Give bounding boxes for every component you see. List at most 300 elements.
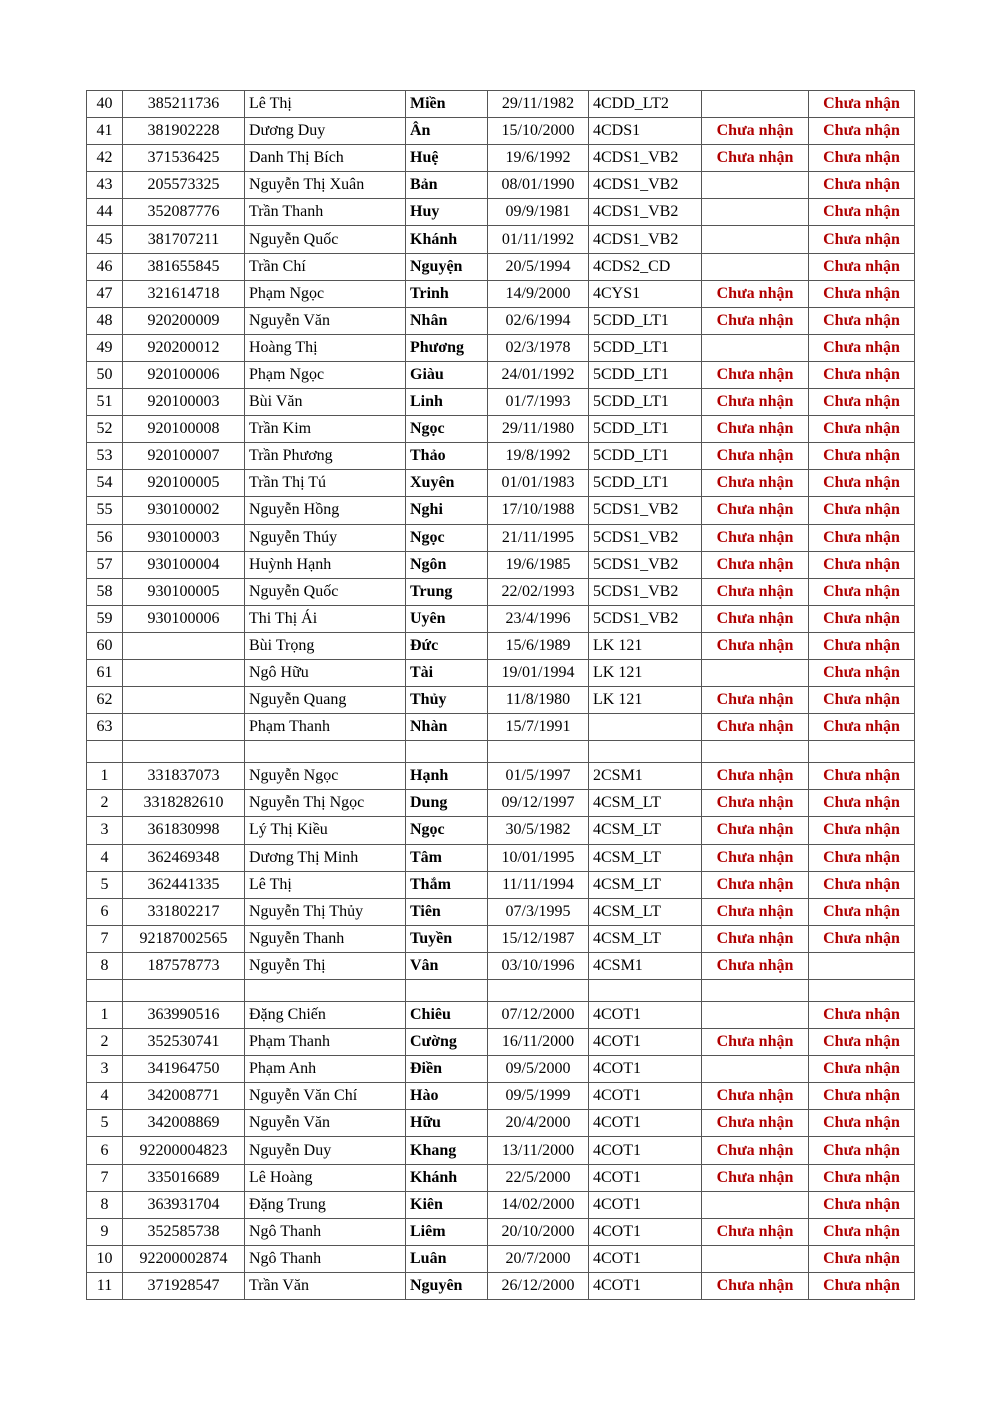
status-2: Chưa nhận: [809, 844, 915, 871]
class-code: 4COT1: [589, 1083, 702, 1110]
id-number: 381655845: [123, 253, 245, 280]
table-row: [87, 714, 915, 741]
section-separator-row: [87, 741, 915, 763]
last-middle-name: Nguyễn Văn: [245, 1110, 406, 1137]
row-number: 55: [87, 497, 123, 524]
status-2: Chưa nhận: [809, 551, 915, 578]
last-middle-name: Nguyễn Ngọc: [245, 763, 406, 790]
status-1: Chưa nhận: [702, 1137, 809, 1164]
class-code: 5CDS1_VB2: [589, 605, 702, 632]
status-1: Chưa nhận: [702, 1029, 809, 1056]
given-name: Ngôn: [406, 551, 488, 578]
status-1: Chưa nhận: [702, 871, 809, 898]
last-middle-name: Nguyễn Thị Ngọc: [245, 790, 406, 817]
last-middle-name: Nguyễn Quốc: [245, 226, 406, 253]
status-2: Chưa nhận: [809, 334, 915, 361]
status-2: Chưa nhận: [809, 416, 915, 443]
last-middle-name: Phạm Ngọc: [245, 361, 406, 388]
status-2: Chưa nhận: [809, 91, 915, 118]
status-1: Chưa nhận: [702, 844, 809, 871]
status-1: Chưa nhận: [702, 416, 809, 443]
empty-cell: [245, 980, 406, 1002]
date-of-birth: 07/12/2000: [488, 1002, 589, 1029]
row-number: 1: [87, 763, 123, 790]
status-2: Chưa nhận: [809, 226, 915, 253]
status-1: [702, 1191, 809, 1218]
class-code: 5CDD_LT1: [589, 443, 702, 470]
empty-cell: [123, 980, 245, 1002]
status-1: Chưa nhận: [702, 1164, 809, 1191]
empty-cell: [406, 980, 488, 1002]
given-name: Nghi: [406, 497, 488, 524]
id-number: 920200009: [123, 307, 245, 334]
last-middle-name: Nguyễn Quốc: [245, 578, 406, 605]
table-row: [87, 551, 915, 578]
date-of-birth: 20/4/2000: [488, 1110, 589, 1137]
date-of-birth: 26/12/2000: [488, 1272, 589, 1299]
status-2: Chưa nhận: [809, 1245, 915, 1272]
date-of-birth: 17/10/1988: [488, 497, 589, 524]
id-number: 352530741: [123, 1029, 245, 1056]
status-2: Chưa nhận: [809, 632, 915, 659]
row-number: 60: [87, 632, 123, 659]
class-code: 5CDD_LT1: [589, 361, 702, 388]
table-row: [87, 334, 915, 361]
row-number: 40: [87, 91, 123, 118]
date-of-birth: 01/5/1997: [488, 763, 589, 790]
id-number: 187578773: [123, 952, 245, 979]
row-number: 43: [87, 172, 123, 199]
row-number: 5: [87, 871, 123, 898]
row-number: 10: [87, 1245, 123, 1272]
row-number: 53: [87, 443, 123, 470]
table-row: [87, 1245, 915, 1272]
given-name: Nhân: [406, 307, 488, 334]
row-number: 2: [87, 790, 123, 817]
status-2: [809, 952, 915, 979]
status-1: Chưa nhận: [702, 687, 809, 714]
status-2: Chưa nhận: [809, 1218, 915, 1245]
id-number: 930100002: [123, 497, 245, 524]
last-middle-name: Đặng Chiến: [245, 1002, 406, 1029]
id-number: 92200004823: [123, 1137, 245, 1164]
row-number: 58: [87, 578, 123, 605]
status-2: Chưa nhận: [809, 280, 915, 307]
given-name: Điền: [406, 1056, 488, 1083]
status-1: Chưa nhận: [702, 524, 809, 551]
table-row: [87, 443, 915, 470]
status-1: [702, 199, 809, 226]
id-number: 342008771: [123, 1083, 245, 1110]
status-2: Chưa nhận: [809, 145, 915, 172]
status-2: Chưa nhận: [809, 1056, 915, 1083]
id-number: 205573325: [123, 172, 245, 199]
row-number: 50: [87, 361, 123, 388]
date-of-birth: 10/01/1995: [488, 844, 589, 871]
last-middle-name: Lê Hoàng: [245, 1164, 406, 1191]
class-code: 4CSM_LT: [589, 790, 702, 817]
given-name: Uyên: [406, 605, 488, 632]
last-middle-name: Huỳnh Hạnh: [245, 551, 406, 578]
last-middle-name: Nguyễn Quang: [245, 687, 406, 714]
date-of-birth: 01/11/1992: [488, 226, 589, 253]
status-1: Chưa nhận: [702, 1218, 809, 1245]
id-number: 352585738: [123, 1218, 245, 1245]
last-middle-name: Ngô Thanh: [245, 1218, 406, 1245]
status-1: [702, 91, 809, 118]
id-number: [123, 714, 245, 741]
status-2: Chưa nhận: [809, 497, 915, 524]
status-2: Chưa nhận: [809, 1191, 915, 1218]
class-code: 5CDD_LT1: [589, 416, 702, 443]
date-of-birth: 16/11/2000: [488, 1029, 589, 1056]
table-row: [87, 253, 915, 280]
status-2: Chưa nhận: [809, 199, 915, 226]
last-middle-name: Nguyễn Thanh: [245, 925, 406, 952]
given-name: Thắm: [406, 871, 488, 898]
date-of-birth: 21/11/1995: [488, 524, 589, 551]
status-2: Chưa nhận: [809, 871, 915, 898]
table-row: [87, 1191, 915, 1218]
class-code: 4CDS1_VB2: [589, 199, 702, 226]
status-2: Chưa nhận: [809, 1002, 915, 1029]
date-of-birth: 13/11/2000: [488, 1137, 589, 1164]
row-number: 2: [87, 1029, 123, 1056]
date-of-birth: 23/4/1996: [488, 605, 589, 632]
class-code: [589, 714, 702, 741]
class-code: 5CDS1_VB2: [589, 524, 702, 551]
status-2: Chưa nhận: [809, 605, 915, 632]
table-row: [87, 605, 915, 632]
given-name: Liêm: [406, 1218, 488, 1245]
empty-cell: [87, 741, 123, 763]
date-of-birth: 03/10/1996: [488, 952, 589, 979]
table-row: [87, 1029, 915, 1056]
last-middle-name: Trần Chí: [245, 253, 406, 280]
given-name: Khang: [406, 1137, 488, 1164]
empty-cell: [245, 741, 406, 763]
id-number: 3318282610: [123, 790, 245, 817]
given-name: Tiên: [406, 898, 488, 925]
date-of-birth: 02/3/1978: [488, 334, 589, 361]
id-number: 363931704: [123, 1191, 245, 1218]
id-number: 362469348: [123, 844, 245, 871]
row-number: 63: [87, 714, 123, 741]
row-number: 61: [87, 659, 123, 686]
class-code: 4COT1: [589, 1245, 702, 1272]
status-2: Chưa nhận: [809, 1110, 915, 1137]
class-code: 4CDS1_VB2: [589, 145, 702, 172]
date-of-birth: 14/9/2000: [488, 280, 589, 307]
class-code: 5CDS1_VB2: [589, 578, 702, 605]
status-2: Chưa nhận: [809, 763, 915, 790]
status-1: [702, 1056, 809, 1083]
table-row: [87, 1083, 915, 1110]
row-number: 41: [87, 118, 123, 145]
row-number: 48: [87, 307, 123, 334]
given-name: Nguyện: [406, 253, 488, 280]
given-name: Thủy: [406, 687, 488, 714]
date-of-birth: 11/8/1980: [488, 687, 589, 714]
roster-body: [87, 91, 915, 1300]
row-number: 59: [87, 605, 123, 632]
row-number: 6: [87, 898, 123, 925]
row-number: 45: [87, 226, 123, 253]
status-1: Chưa nhận: [702, 361, 809, 388]
last-middle-name: Nguyễn Văn: [245, 307, 406, 334]
empty-cell: [702, 741, 809, 763]
empty-cell: [87, 980, 123, 1002]
student-roster-table: [86, 90, 915, 1300]
given-name: Khánh: [406, 226, 488, 253]
id-number: 341964750: [123, 1056, 245, 1083]
given-name: Tài: [406, 659, 488, 686]
status-2: Chưa nhận: [809, 898, 915, 925]
date-of-birth: 08/01/1990: [488, 172, 589, 199]
given-name: Tâm: [406, 844, 488, 871]
class-code: 4CSM_LT: [589, 925, 702, 952]
row-number: 52: [87, 416, 123, 443]
table-row: [87, 280, 915, 307]
id-number: 920100007: [123, 443, 245, 470]
date-of-birth: 29/11/1980: [488, 416, 589, 443]
id-number: 920100006: [123, 361, 245, 388]
class-code: 4CDS1_VB2: [589, 226, 702, 253]
given-name: Linh: [406, 389, 488, 416]
date-of-birth: 20/5/1994: [488, 253, 589, 280]
table-row: [87, 91, 915, 118]
class-code: 4COT1: [589, 1029, 702, 1056]
date-of-birth: 24/01/1992: [488, 361, 589, 388]
last-middle-name: Phạm Thanh: [245, 1029, 406, 1056]
table-row: [87, 199, 915, 226]
id-number: 92200002874: [123, 1245, 245, 1272]
id-number: [123, 659, 245, 686]
date-of-birth: 22/02/1993: [488, 578, 589, 605]
given-name: Dung: [406, 790, 488, 817]
last-middle-name: Đặng Trung: [245, 1191, 406, 1218]
last-middle-name: Ngô Hữu: [245, 659, 406, 686]
class-code: 4CYS1: [589, 280, 702, 307]
table-row: [87, 659, 915, 686]
given-name: Luân: [406, 1245, 488, 1272]
status-2: Chưa nhận: [809, 307, 915, 334]
class-code: 4CDS2_CD: [589, 253, 702, 280]
status-2: Chưa nhận: [809, 524, 915, 551]
last-middle-name: Phạm Ngọc: [245, 280, 406, 307]
status-1: [702, 172, 809, 199]
date-of-birth: 14/02/2000: [488, 1191, 589, 1218]
row-number: 1: [87, 1002, 123, 1029]
row-number: 54: [87, 470, 123, 497]
status-2: Chưa nhận: [809, 1164, 915, 1191]
last-middle-name: Phạm Anh: [245, 1056, 406, 1083]
row-number: 49: [87, 334, 123, 361]
status-2: Chưa nhận: [809, 790, 915, 817]
row-number: 51: [87, 389, 123, 416]
status-2: Chưa nhận: [809, 253, 915, 280]
status-1: Chưa nhận: [702, 280, 809, 307]
last-middle-name: Nguyễn Thị Xuân: [245, 172, 406, 199]
status-2: Chưa nhận: [809, 1137, 915, 1164]
last-middle-name: Nguyễn Hồng: [245, 497, 406, 524]
class-code: 2CSM1: [589, 763, 702, 790]
id-number: 920200012: [123, 334, 245, 361]
id-number: 361830998: [123, 817, 245, 844]
class-code: 5CDD_LT1: [589, 334, 702, 361]
status-1: Chưa nhận: [702, 551, 809, 578]
empty-cell: [488, 980, 589, 1002]
given-name: Kiên: [406, 1191, 488, 1218]
class-code: 4COT1: [589, 1002, 702, 1029]
date-of-birth: 11/11/1994: [488, 871, 589, 898]
given-name: Bản: [406, 172, 488, 199]
given-name: Phương: [406, 334, 488, 361]
status-1: Chưa nhận: [702, 605, 809, 632]
row-number: 56: [87, 524, 123, 551]
row-number: 62: [87, 687, 123, 714]
table-row: [87, 687, 915, 714]
class-code: 4CDD_LT2: [589, 91, 702, 118]
given-name: Trung: [406, 578, 488, 605]
status-2: Chưa nhận: [809, 389, 915, 416]
status-2: Chưa nhận: [809, 443, 915, 470]
date-of-birth: 15/7/1991: [488, 714, 589, 741]
status-1: [702, 1002, 809, 1029]
status-2: Chưa nhận: [809, 714, 915, 741]
id-number: 381902228: [123, 118, 245, 145]
id-number: 331837073: [123, 763, 245, 790]
class-code: 4COT1: [589, 1164, 702, 1191]
status-1: Chưa nhận: [702, 898, 809, 925]
row-number: 57: [87, 551, 123, 578]
table-row: [87, 1272, 915, 1299]
class-code: 4CSM_LT: [589, 817, 702, 844]
id-number: 362441335: [123, 871, 245, 898]
table-row: [87, 1002, 915, 1029]
date-of-birth: 15/6/1989: [488, 632, 589, 659]
status-1: [702, 1245, 809, 1272]
empty-cell: [702, 980, 809, 1002]
id-number: 371536425: [123, 145, 245, 172]
row-number: 3: [87, 817, 123, 844]
status-1: Chưa nhận: [702, 714, 809, 741]
given-name: Hữu: [406, 1110, 488, 1137]
class-code: 4COT1: [589, 1056, 702, 1083]
table-row: [87, 524, 915, 551]
given-name: Xuyên: [406, 470, 488, 497]
table-row: [87, 632, 915, 659]
id-number: 385211736: [123, 91, 245, 118]
status-1: Chưa nhận: [702, 145, 809, 172]
last-middle-name: Lý Thị Kiều: [245, 817, 406, 844]
status-2: Chưa nhận: [809, 687, 915, 714]
id-number: 352087776: [123, 199, 245, 226]
row-number: 44: [87, 199, 123, 226]
id-number: 92187002565: [123, 925, 245, 952]
date-of-birth: 19/6/1992: [488, 145, 589, 172]
row-number: 5: [87, 1110, 123, 1137]
status-1: Chưa nhận: [702, 763, 809, 790]
status-1: Chưa nhận: [702, 118, 809, 145]
class-code: 4CSM_LT: [589, 871, 702, 898]
last-middle-name: Nguyễn Thị: [245, 952, 406, 979]
empty-cell: [589, 741, 702, 763]
status-1: Chưa nhận: [702, 790, 809, 817]
table-row: [87, 389, 915, 416]
given-name: Huệ: [406, 145, 488, 172]
class-code: LK 121: [589, 632, 702, 659]
given-name: Đức: [406, 632, 488, 659]
last-middle-name: Trần Kim: [245, 416, 406, 443]
class-code: 4COT1: [589, 1218, 702, 1245]
table-row: [87, 361, 915, 388]
table-row: [87, 898, 915, 925]
status-2: Chưa nhận: [809, 659, 915, 686]
table-row: [87, 925, 915, 952]
date-of-birth: 20/10/2000: [488, 1218, 589, 1245]
empty-cell: [589, 980, 702, 1002]
status-1: Chưa nhận: [702, 1110, 809, 1137]
table-row: [87, 1218, 915, 1245]
table-row: [87, 226, 915, 253]
status-2: Chưa nhận: [809, 817, 915, 844]
date-of-birth: 02/6/1994: [488, 307, 589, 334]
date-of-birth: 19/01/1994: [488, 659, 589, 686]
class-code: 5CDD_LT1: [589, 470, 702, 497]
given-name: Huy: [406, 199, 488, 226]
last-middle-name: Nguyễn Thị Thủy: [245, 898, 406, 925]
table-row: [87, 871, 915, 898]
last-middle-name: Ngô Thanh: [245, 1245, 406, 1272]
last-middle-name: Bùi Văn: [245, 389, 406, 416]
given-name: Chiêu: [406, 1002, 488, 1029]
date-of-birth: 01/7/1993: [488, 389, 589, 416]
last-middle-name: Hoàng Thị: [245, 334, 406, 361]
id-number: 342008869: [123, 1110, 245, 1137]
date-of-birth: 19/6/1985: [488, 551, 589, 578]
date-of-birth: 19/8/1992: [488, 443, 589, 470]
date-of-birth: 07/3/1995: [488, 898, 589, 925]
id-number: 381707211: [123, 226, 245, 253]
status-2: Chưa nhận: [809, 1029, 915, 1056]
date-of-birth: 09/12/1997: [488, 790, 589, 817]
status-1: Chưa nhận: [702, 817, 809, 844]
class-code: 4CDS1_VB2: [589, 172, 702, 199]
status-1: Chưa nhận: [702, 1083, 809, 1110]
table-row: [87, 844, 915, 871]
last-middle-name: Phạm Thanh: [245, 714, 406, 741]
row-number: 6: [87, 1137, 123, 1164]
table-row: [87, 416, 915, 443]
class-code: 4COT1: [589, 1137, 702, 1164]
date-of-birth: 30/5/1982: [488, 817, 589, 844]
status-2: Chưa nhận: [809, 925, 915, 952]
table-row: [87, 763, 915, 790]
last-middle-name: Trần Phương: [245, 443, 406, 470]
given-name: Hạnh: [406, 763, 488, 790]
row-number: 3: [87, 1056, 123, 1083]
table-row: [87, 470, 915, 497]
table-row: [87, 1056, 915, 1083]
date-of-birth: 29/11/1982: [488, 91, 589, 118]
given-name: Cường: [406, 1029, 488, 1056]
table-row: [87, 145, 915, 172]
status-1: Chưa nhận: [702, 578, 809, 605]
row-number: 4: [87, 1083, 123, 1110]
last-middle-name: Nguyễn Văn Chí: [245, 1083, 406, 1110]
date-of-birth: 09/5/1999: [488, 1083, 589, 1110]
